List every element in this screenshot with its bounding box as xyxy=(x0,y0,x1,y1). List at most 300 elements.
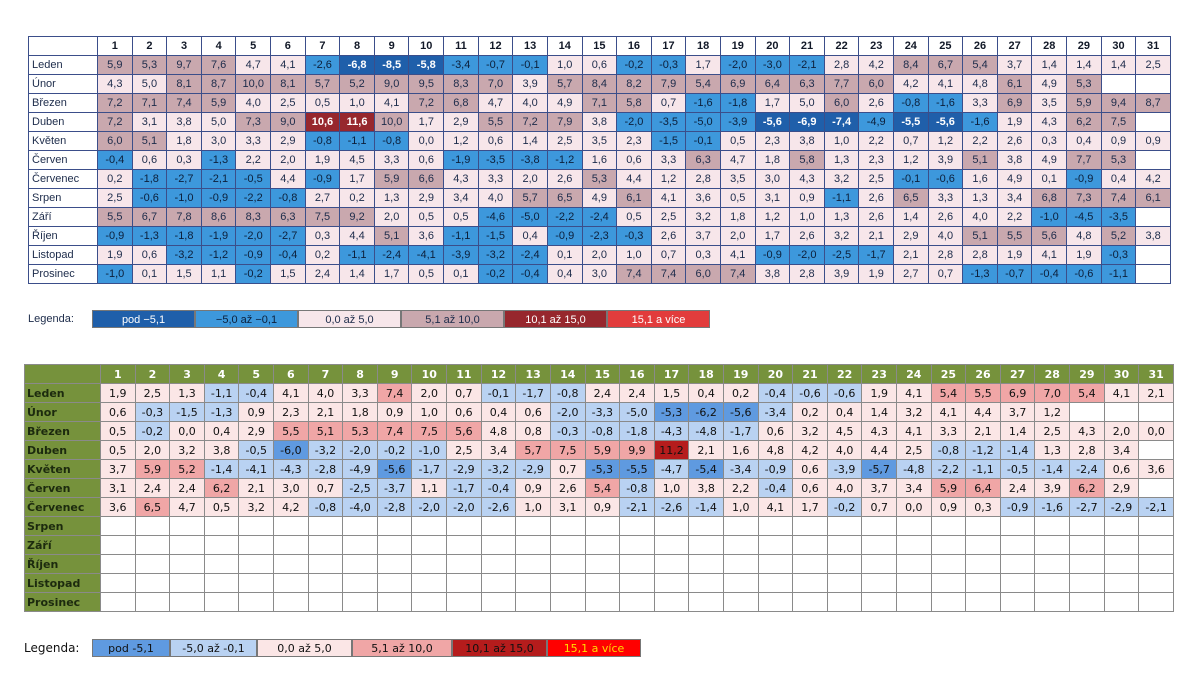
day-value-cell: 0,6 xyxy=(132,246,167,265)
day-value-cell xyxy=(1139,403,1174,422)
day-value-cell: 1,0 xyxy=(340,94,375,113)
day-value-cell: -2,0 xyxy=(447,498,482,517)
day-value-cell xyxy=(274,593,309,612)
day-value-cell: 0,6 xyxy=(478,132,513,151)
day-value-cell: 3,8 xyxy=(1136,227,1171,246)
month-label: Srpen xyxy=(29,189,98,208)
day-value-cell: -4,9 xyxy=(343,460,378,479)
month-row xyxy=(29,113,1171,132)
month-label: Duben xyxy=(29,113,98,132)
day-value-cell: 2,8 xyxy=(790,265,825,284)
day-value-cell: 7,7 xyxy=(824,75,859,94)
day-value-cell: 2,0 xyxy=(135,441,170,460)
day-value-cell: -1,9 xyxy=(201,227,236,246)
day-value-cell: 2,4 xyxy=(585,384,620,403)
day-value-cell xyxy=(1070,593,1105,612)
day-value-cell: 2,4 xyxy=(170,479,205,498)
day-header: 26 xyxy=(963,37,998,56)
month-label: Duben xyxy=(25,441,101,460)
day-value-cell: -3,4 xyxy=(723,460,758,479)
day-value-cell: -2,0 xyxy=(720,56,755,75)
day-value-cell: 1,0 xyxy=(723,498,758,517)
day-value-cell: -2,0 xyxy=(412,498,447,517)
day-value-cell: 3,0 xyxy=(274,479,309,498)
day-value-cell: 5,0 xyxy=(132,75,167,94)
day-value-cell: 7,2 xyxy=(513,113,548,132)
day-value-cell: -0,4 xyxy=(271,246,306,265)
day-header: 31 xyxy=(1139,365,1174,384)
day-value-cell xyxy=(897,574,932,593)
day-value-cell xyxy=(516,593,551,612)
day-value-cell: 2,4 xyxy=(620,384,655,403)
day-value-cell: 0,4 xyxy=(1067,132,1102,151)
day-value-cell: 6,6 xyxy=(409,170,444,189)
month-label: Říjen xyxy=(25,555,101,574)
day-value-cell: -1,7 xyxy=(412,460,447,479)
day-value-cell: 6,1 xyxy=(997,75,1032,94)
day-value-cell: 2,8 xyxy=(1070,441,1105,460)
day-value-cell: -0,6 xyxy=(1067,265,1102,284)
day-value-cell xyxy=(1136,246,1171,265)
day-value-cell: 4,0 xyxy=(827,441,862,460)
day-value-cell: 7,5 xyxy=(412,422,447,441)
day-value-cell xyxy=(447,555,482,574)
day-value-cell: 2,5 xyxy=(859,170,894,189)
day-value-cell: -0,9 xyxy=(305,170,340,189)
day-value-cell: -1,3 xyxy=(963,265,998,284)
day-value-cell: 0,5 xyxy=(101,422,136,441)
day-value-cell: 3,2 xyxy=(824,227,859,246)
day-value-cell: -1,6 xyxy=(928,94,963,113)
day-value-cell: 5,4 xyxy=(686,75,721,94)
day-value-cell xyxy=(239,593,274,612)
day-value-cell xyxy=(204,517,239,536)
day-header: 6 xyxy=(271,37,306,56)
day-value-cell: 1,4 xyxy=(1000,422,1035,441)
day-value-cell xyxy=(723,574,758,593)
day-header: 23 xyxy=(862,365,897,384)
day-value-cell: 1,3 xyxy=(1035,441,1070,460)
day-value-cell: 4,0 xyxy=(308,384,343,403)
day-value-cell xyxy=(550,593,585,612)
day-value-cell: 2,0 xyxy=(1104,422,1139,441)
month-label: Leden xyxy=(25,384,101,403)
day-value-cell: 0,5 xyxy=(617,208,652,227)
day-value-cell xyxy=(1139,441,1174,460)
month-row xyxy=(29,170,1171,189)
day-value-cell: 4,1 xyxy=(897,422,932,441)
day-value-cell: -0,6 xyxy=(132,189,167,208)
day-value-cell xyxy=(793,517,828,536)
day-value-cell: 3,2 xyxy=(897,403,932,422)
day-value-cell: 5,9 xyxy=(201,94,236,113)
day-value-cell: 2,0 xyxy=(582,246,617,265)
day-value-cell xyxy=(1139,536,1174,555)
day-value-cell: 0,9 xyxy=(239,403,274,422)
day-value-cell: 1,7 xyxy=(755,94,790,113)
day-value-cell: -0,1 xyxy=(686,132,721,151)
day-value-cell: 3,0 xyxy=(201,132,236,151)
day-value-cell: 3,3 xyxy=(374,151,409,170)
day-value-cell: 2,6 xyxy=(997,132,1032,151)
day-value-cell: 0,7 xyxy=(862,498,897,517)
day-value-cell: 3,9 xyxy=(1035,479,1070,498)
day-value-cell xyxy=(170,593,205,612)
day-value-cell: -1,3 xyxy=(132,227,167,246)
day-value-cell: 0,5 xyxy=(204,498,239,517)
day-value-cell xyxy=(689,517,724,536)
day-value-cell: 0,1 xyxy=(547,246,582,265)
day-value-cell: -5,6 xyxy=(928,113,963,132)
day-value-cell: 4,2 xyxy=(859,56,894,75)
day-value-cell: 2,6 xyxy=(859,189,894,208)
day-header: 25 xyxy=(931,365,966,384)
day-value-cell: 5,3 xyxy=(1067,75,1102,94)
day-value-cell: 7,9 xyxy=(651,75,686,94)
day-value-cell: -2,1 xyxy=(620,498,655,517)
day-value-cell: 11,2 xyxy=(654,441,689,460)
day-value-cell xyxy=(758,593,793,612)
day-value-cell xyxy=(377,555,412,574)
day-value-cell: -3,9 xyxy=(720,113,755,132)
day-header: 1 xyxy=(98,37,133,56)
day-value-cell: 10,0 xyxy=(236,75,271,94)
day-value-cell: 5,2 xyxy=(170,460,205,479)
day-value-cell: -3,7 xyxy=(377,479,412,498)
day-value-cell: 6,7 xyxy=(928,56,963,75)
day-value-cell: -3,9 xyxy=(827,460,862,479)
day-value-cell xyxy=(343,536,378,555)
day-value-cell: 5,5 xyxy=(966,384,1001,403)
day-value-cell: 2,1 xyxy=(689,441,724,460)
day-value-cell: 0,5 xyxy=(305,94,340,113)
day-value-cell: -3,5 xyxy=(1101,208,1136,227)
day-header: 3 xyxy=(167,37,202,56)
month-label: Únor xyxy=(25,403,101,422)
day-value-cell: -3,4 xyxy=(444,56,479,75)
day-value-cell: 5,7 xyxy=(513,189,548,208)
day-value-cell: -2,1 xyxy=(790,56,825,75)
day-value-cell: -0,8 xyxy=(550,384,585,403)
day-value-cell: 4,7 xyxy=(236,56,271,75)
day-value-cell: -3,5 xyxy=(478,151,513,170)
day-value-cell: 1,4 xyxy=(513,132,548,151)
day-value-cell: 10,0 xyxy=(374,113,409,132)
day-value-cell: -0,2 xyxy=(377,441,412,460)
day-header: 14 xyxy=(550,365,585,384)
day-value-cell: 2,8 xyxy=(963,246,998,265)
day-header: 12 xyxy=(481,365,516,384)
day-value-cell: -5,0 xyxy=(513,208,548,227)
day-value-cell xyxy=(827,555,862,574)
day-value-cell: 5,7 xyxy=(305,75,340,94)
day-value-cell xyxy=(1035,574,1070,593)
day-value-cell: -0,4 xyxy=(1032,265,1067,284)
day-value-cell: -0,6 xyxy=(928,170,963,189)
day-value-cell: 8,1 xyxy=(271,75,306,94)
day-value-cell: 7,4 xyxy=(720,265,755,284)
month-row xyxy=(25,593,1174,612)
day-value-cell: -0,9 xyxy=(1000,498,1035,517)
day-value-cell: -1,4 xyxy=(1035,460,1070,479)
day-value-cell: 3,2 xyxy=(793,422,828,441)
day-value-cell: 2,4 xyxy=(305,265,340,284)
day-value-cell: 3,9 xyxy=(513,75,548,94)
day-value-cell: -4,7 xyxy=(654,460,689,479)
day-header: 8 xyxy=(343,365,378,384)
day-value-cell: 4,1 xyxy=(928,75,963,94)
day-value-cell: -2,8 xyxy=(308,460,343,479)
day-value-cell xyxy=(308,536,343,555)
day-value-cell: 9,4 xyxy=(1101,94,1136,113)
day-value-cell: 7,0 xyxy=(1035,384,1070,403)
day-value-cell: 0,1 xyxy=(132,265,167,284)
day-header: 22 xyxy=(824,37,859,56)
day-value-cell xyxy=(897,517,932,536)
day-header: 28 xyxy=(1032,37,1067,56)
day-value-cell xyxy=(101,555,136,574)
day-value-cell: 1,7 xyxy=(793,498,828,517)
month-row xyxy=(29,208,1171,227)
day-value-cell xyxy=(1000,517,1035,536)
day-value-cell: 5,4 xyxy=(931,384,966,403)
day-value-cell: 2,3 xyxy=(617,132,652,151)
day-value-cell xyxy=(689,536,724,555)
day-value-cell: 1,0 xyxy=(516,498,551,517)
day-value-cell: 0,5 xyxy=(409,265,444,284)
day-value-cell: 6,0 xyxy=(859,75,894,94)
day-value-cell: 0,4 xyxy=(689,384,724,403)
day-value-cell xyxy=(412,574,447,593)
day-header: 4 xyxy=(204,365,239,384)
day-value-cell: 9,7 xyxy=(167,56,202,75)
day-value-cell: 4,5 xyxy=(827,422,862,441)
day-value-cell: 6,4 xyxy=(966,479,1001,498)
day-value-cell: 3,6 xyxy=(686,189,721,208)
day-value-cell: -0,9 xyxy=(236,246,271,265)
day-value-cell: 7,1 xyxy=(582,94,617,113)
day-header: 24 xyxy=(897,365,932,384)
day-value-cell xyxy=(101,517,136,536)
day-value-cell xyxy=(412,555,447,574)
day-value-cell: 3,4 xyxy=(1104,441,1139,460)
day-value-cell: -0,4 xyxy=(513,265,548,284)
day-value-cell xyxy=(620,517,655,536)
day-value-cell xyxy=(758,555,793,574)
day-value-cell: 2,2 xyxy=(963,132,998,151)
month-label: Červenec xyxy=(25,498,101,517)
day-value-cell: -1,2 xyxy=(201,246,236,265)
day-value-cell xyxy=(931,517,966,536)
day-header: 16 xyxy=(617,37,652,56)
day-value-cell: 2,7 xyxy=(894,265,929,284)
day-value-cell: -4,8 xyxy=(689,422,724,441)
day-value-cell: -1,2 xyxy=(966,441,1001,460)
day-value-cell: 7,8 xyxy=(167,208,202,227)
day-value-cell: -2,7 xyxy=(167,170,202,189)
day-value-cell: -4,3 xyxy=(654,422,689,441)
day-value-cell: 4,3 xyxy=(1032,113,1067,132)
day-value-cell: 4,9 xyxy=(997,170,1032,189)
day-value-cell: 3,1 xyxy=(755,189,790,208)
day-value-cell: 1,7 xyxy=(340,170,375,189)
day-value-cell: 2,1 xyxy=(1139,384,1174,403)
legend-item: 0,0 až 5,0 xyxy=(298,310,401,328)
day-value-cell: 1,2 xyxy=(1035,403,1070,422)
day-value-cell: 3,8 xyxy=(582,113,617,132)
day-value-cell: 4,1 xyxy=(931,403,966,422)
day-value-cell xyxy=(1139,479,1174,498)
day-value-cell: 1,4 xyxy=(1032,56,1067,75)
day-value-cell: -0,9 xyxy=(547,227,582,246)
day-value-cell: 5,9 xyxy=(1067,94,1102,113)
day-value-cell: 9,5 xyxy=(409,75,444,94)
day-value-cell xyxy=(1104,555,1139,574)
day-value-cell: -3,2 xyxy=(308,441,343,460)
day-value-cell: -1,0 xyxy=(412,441,447,460)
day-value-cell: 0,7 xyxy=(550,460,585,479)
day-value-cell: 4,3 xyxy=(790,170,825,189)
day-value-cell: 4,0 xyxy=(236,94,271,113)
table2-header-row xyxy=(25,365,1174,384)
day-value-cell: 0,3 xyxy=(1032,132,1067,151)
day-value-cell: 4,1 xyxy=(1032,246,1067,265)
day-value-cell: -2,9 xyxy=(1104,498,1139,517)
day-header: 26 xyxy=(966,365,1001,384)
day-value-cell xyxy=(135,593,170,612)
day-value-cell: -1,0 xyxy=(98,265,133,284)
day-value-cell: 4,5 xyxy=(340,151,375,170)
day-value-cell xyxy=(1104,517,1139,536)
day-value-cell: 4,4 xyxy=(617,170,652,189)
day-value-cell: 2,0 xyxy=(374,208,409,227)
day-header: 10 xyxy=(409,37,444,56)
day-value-cell: 2,5 xyxy=(447,441,482,460)
day-header: 19 xyxy=(720,37,755,56)
day-value-cell: -2,5 xyxy=(824,246,859,265)
day-value-cell: -6,2 xyxy=(689,403,724,422)
day-value-cell: 2,8 xyxy=(824,56,859,75)
day-value-cell: -0,8 xyxy=(931,441,966,460)
day-value-cell: 7,2 xyxy=(98,113,133,132)
day-value-cell: -1,9 xyxy=(444,151,479,170)
day-value-cell xyxy=(723,517,758,536)
day-value-cell: 4,9 xyxy=(1032,75,1067,94)
day-value-cell xyxy=(654,574,689,593)
day-value-cell xyxy=(1104,574,1139,593)
day-value-cell: 1,7 xyxy=(686,56,721,75)
day-header: 29 xyxy=(1067,37,1102,56)
day-value-cell xyxy=(204,555,239,574)
day-value-cell xyxy=(897,536,932,555)
day-header: 18 xyxy=(689,365,724,384)
day-value-cell: -1,4 xyxy=(1000,441,1035,460)
day-value-cell: 7,2 xyxy=(98,94,133,113)
day-value-cell: -3,8 xyxy=(513,151,548,170)
day-value-cell: 0,0 xyxy=(409,132,444,151)
day-value-cell: -0,9 xyxy=(755,246,790,265)
day-header: 16 xyxy=(620,365,655,384)
day-value-cell: 0,3 xyxy=(167,151,202,170)
day-value-cell: -0,1 xyxy=(481,384,516,403)
day-value-cell: -0,8 xyxy=(374,132,409,151)
day-value-cell: 0,3 xyxy=(305,227,340,246)
day-value-cell: 0,9 xyxy=(377,403,412,422)
day-value-cell: 1,9 xyxy=(997,113,1032,132)
day-value-cell: -5,5 xyxy=(894,113,929,132)
month-row xyxy=(25,536,1174,555)
day-value-cell xyxy=(481,517,516,536)
day-value-cell: -1,1 xyxy=(204,384,239,403)
day-value-cell xyxy=(308,574,343,593)
day-value-cell xyxy=(620,555,655,574)
day-value-cell xyxy=(966,555,1001,574)
day-value-cell: 0,2 xyxy=(340,189,375,208)
month-row xyxy=(29,75,1171,94)
day-value-cell: 6,5 xyxy=(547,189,582,208)
day-value-cell: 5,1 xyxy=(963,151,998,170)
day-value-cell: 2,3 xyxy=(274,403,309,422)
day-value-cell: 2,6 xyxy=(859,208,894,227)
day-value-cell: -0,2 xyxy=(827,498,862,517)
day-value-cell: 2,1 xyxy=(859,227,894,246)
legend-item: 10,1 až 15,0 xyxy=(452,639,547,657)
day-value-cell: -1,1 xyxy=(1101,265,1136,284)
day-value-cell: 3,2 xyxy=(824,170,859,189)
day-value-cell: 4,4 xyxy=(340,227,375,246)
day-value-cell xyxy=(101,536,136,555)
day-header: 4 xyxy=(201,37,236,56)
day-value-cell: -1,7 xyxy=(859,246,894,265)
day-value-cell: 2,6 xyxy=(651,227,686,246)
day-value-cell: 0,2 xyxy=(793,403,828,422)
day-value-cell: 3,7 xyxy=(862,479,897,498)
day-value-cell xyxy=(481,593,516,612)
day-value-cell: -1,1 xyxy=(340,132,375,151)
day-value-cell xyxy=(1139,517,1174,536)
day-value-cell: 3,2 xyxy=(239,498,274,517)
day-value-cell: 5,0 xyxy=(790,94,825,113)
day-value-cell: 2,9 xyxy=(409,189,444,208)
day-value-cell xyxy=(447,593,482,612)
day-value-cell: 3,3 xyxy=(928,189,963,208)
day-value-cell xyxy=(1070,536,1105,555)
day-value-cell xyxy=(1101,75,1136,94)
day-value-cell: -0,3 xyxy=(1101,246,1136,265)
day-value-cell: 3,4 xyxy=(997,189,1032,208)
day-value-cell xyxy=(377,517,412,536)
day-value-cell: -0,3 xyxy=(550,422,585,441)
day-value-cell xyxy=(897,593,932,612)
day-value-cell: 5,8 xyxy=(790,151,825,170)
day-value-cell: 0,5 xyxy=(720,189,755,208)
day-value-cell: 4,2 xyxy=(793,441,828,460)
day-value-cell: -3,0 xyxy=(755,56,790,75)
day-value-cell: -1,7 xyxy=(447,479,482,498)
day-value-cell: 2,4 xyxy=(1000,479,1035,498)
day-value-cell: 0,9 xyxy=(516,479,551,498)
day-value-cell xyxy=(274,517,309,536)
day-value-cell: 7,1 xyxy=(132,94,167,113)
day-value-cell: 3,1 xyxy=(101,479,136,498)
day-value-cell: 1,0 xyxy=(617,246,652,265)
day-value-cell: 2,5 xyxy=(547,132,582,151)
legend-item: pod -5,1 xyxy=(92,639,170,657)
day-value-cell: 4,7 xyxy=(720,151,755,170)
legend-2-items xyxy=(92,639,641,657)
month-label: Září xyxy=(29,208,98,227)
day-value-cell: 1,8 xyxy=(720,208,755,227)
